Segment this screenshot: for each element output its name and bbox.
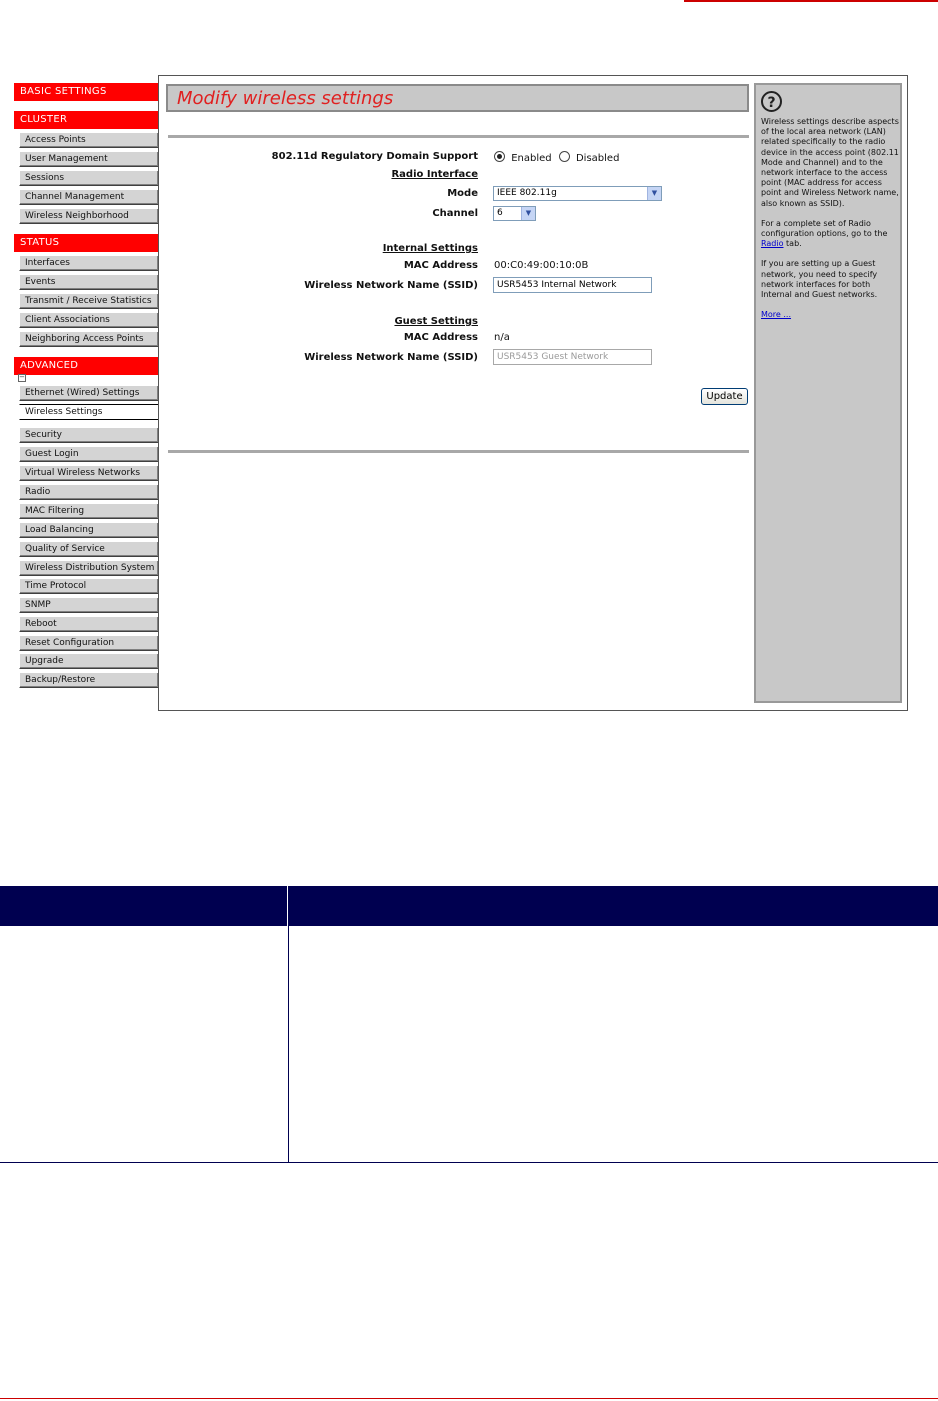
nav-item-interfaces[interactable]: Interfaces xyxy=(19,255,159,271)
internal-mac-label: MAC Address xyxy=(403,260,478,271)
help-text-span: tab. xyxy=(783,239,802,249)
nav-item-wireless-distribution-system[interactable]: Wireless Distribution System xyxy=(19,560,159,576)
table-header-divider xyxy=(287,886,288,926)
channel-label: Channel xyxy=(432,208,478,219)
nav-item-events[interactable]: Events xyxy=(19,274,159,290)
nav-item-load-balancing[interactable]: Load Balancing xyxy=(19,522,159,538)
nav-item-guest-login[interactable]: Guest Login xyxy=(19,446,159,462)
page-title: Modify wireless settings xyxy=(177,88,394,109)
internal-ssid-label: Wireless Network Name (SSID) xyxy=(304,280,478,291)
update-button[interactable]: Update xyxy=(701,388,748,405)
nav-item-security[interactable]: Security xyxy=(19,427,159,443)
nav-item-radio[interactable]: Radio xyxy=(19,484,159,500)
help-text xyxy=(761,117,899,330)
table-column-divider xyxy=(288,926,289,1162)
enabled-radio[interactable] xyxy=(494,151,505,162)
help-text-span: For a complete set of Radio configuration options, go to the xyxy=(761,218,888,239)
nav-header-basic-settings[interactable]: BASIC SETTINGS xyxy=(14,83,159,101)
guest-mac-value: n/a xyxy=(494,332,510,343)
top-red-rule xyxy=(684,0,938,2)
channel-select-value: 6 xyxy=(497,208,503,218)
nav-item-reset-configuration[interactable]: Reset Configuration xyxy=(19,635,159,651)
chevron-down-icon[interactable]: ▼ xyxy=(521,207,535,220)
divider-top xyxy=(168,135,749,138)
radio-interface-heading: Radio Interface xyxy=(391,169,478,180)
nav-item-ethernet-settings[interactable]: Ethernet (Wired) Settings xyxy=(19,385,159,401)
help-panel xyxy=(754,83,902,703)
guest-settings-heading: Guest Settings xyxy=(394,316,478,327)
nav-header-status[interactable]: STATUS xyxy=(14,234,159,252)
nav-item-time-protocol[interactable]: Time Protocol xyxy=(19,578,159,594)
nav-item-wireless-neighborhood[interactable]: Wireless Neighborhood xyxy=(19,208,159,224)
mode-select[interactable] xyxy=(493,186,662,201)
disabled-radio[interactable] xyxy=(559,151,570,162)
guest-ssid-input[interactable]: USR5453 Guest Network xyxy=(493,349,652,365)
internal-settings-heading: Internal Settings xyxy=(382,243,478,254)
nav-item-wireless-settings[interactable]: Wireless Settings xyxy=(19,404,159,420)
bottom-red-rule xyxy=(0,1398,938,1399)
nav-header-advanced[interactable]: ADVANCED xyxy=(14,357,159,375)
table-header xyxy=(0,886,938,926)
help-question-icon: ? xyxy=(761,91,782,112)
collapse-toggle-icon[interactable]: − xyxy=(19,373,25,381)
nav-item-reboot[interactable]: Reboot xyxy=(19,616,159,632)
internal-mac-value: 00:C0:49:00:10:0B xyxy=(494,260,589,271)
nav-item-snmp[interactable]: SNMP xyxy=(19,597,159,613)
help-paragraph: If you are setting up a Guest network, you need to specify network interfaces for both Internal and Guest networks. xyxy=(761,259,878,300)
nav-item-access-points[interactable]: Access Points xyxy=(19,132,159,148)
nav-item-channel-management[interactable]: Channel Management xyxy=(19,189,159,205)
internal-ssid-input[interactable]: USR5453 Internal Network xyxy=(493,277,652,293)
more-link[interactable]: More ... xyxy=(761,310,792,320)
nav-item-client-associations[interactable]: Client Associations xyxy=(19,312,159,328)
table-bottom-border xyxy=(0,1162,938,1163)
divider-bottom xyxy=(168,450,749,453)
disabled-radio-label[interactable]: Disabled xyxy=(575,153,620,164)
nav-item-user-management[interactable]: User Management xyxy=(19,151,159,167)
guest-mac-label: MAC Address xyxy=(403,332,478,343)
page-title-box xyxy=(166,84,749,112)
nav-item-mac-filtering[interactable]: MAC Filtering xyxy=(19,503,159,519)
nav-item-virtual-wireless-networks[interactable]: Virtual Wireless Networks xyxy=(19,465,159,481)
mode-select-value: IEEE 802.11g xyxy=(497,188,557,198)
nav-header-cluster[interactable]: CLUSTER xyxy=(14,111,159,129)
enabled-radio-label[interactable]: Enabled xyxy=(511,153,552,164)
nav-item-sessions[interactable]: Sessions xyxy=(19,170,159,186)
regulatory-domain-label: 802.11d Regulatory Domain Support xyxy=(271,151,478,162)
nav-item-transmit-receive-statistics[interactable]: Transmit / Receive Statistics xyxy=(19,293,159,309)
channel-select[interactable] xyxy=(493,206,536,221)
mode-label: Mode xyxy=(447,188,478,199)
chevron-down-icon[interactable]: ▼ xyxy=(647,187,661,200)
help-paragraph: Wireless settings describe aspects of the local area network (LAN) related specifically to the radio device in the access point (802.11 Mode and Channel) and to the network interface to the access point (MAC address for access point and Wireless Network name, also known as SSID). xyxy=(761,117,899,208)
help-paragraph-radio xyxy=(761,219,899,250)
regulatory-domain-radios xyxy=(494,151,619,164)
nav-item-upgrade[interactable]: Upgrade xyxy=(19,653,159,669)
nav-item-quality-of-service[interactable]: Quality of Service xyxy=(19,541,159,557)
guest-ssid-label: Wireless Network Name (SSID) xyxy=(304,352,478,363)
nav-item-neighboring-access-points[interactable]: Neighboring Access Points xyxy=(19,331,159,347)
radio-link[interactable]: Radio xyxy=(761,239,784,249)
nav-item-backup-restore[interactable]: Backup/Restore xyxy=(19,672,159,688)
